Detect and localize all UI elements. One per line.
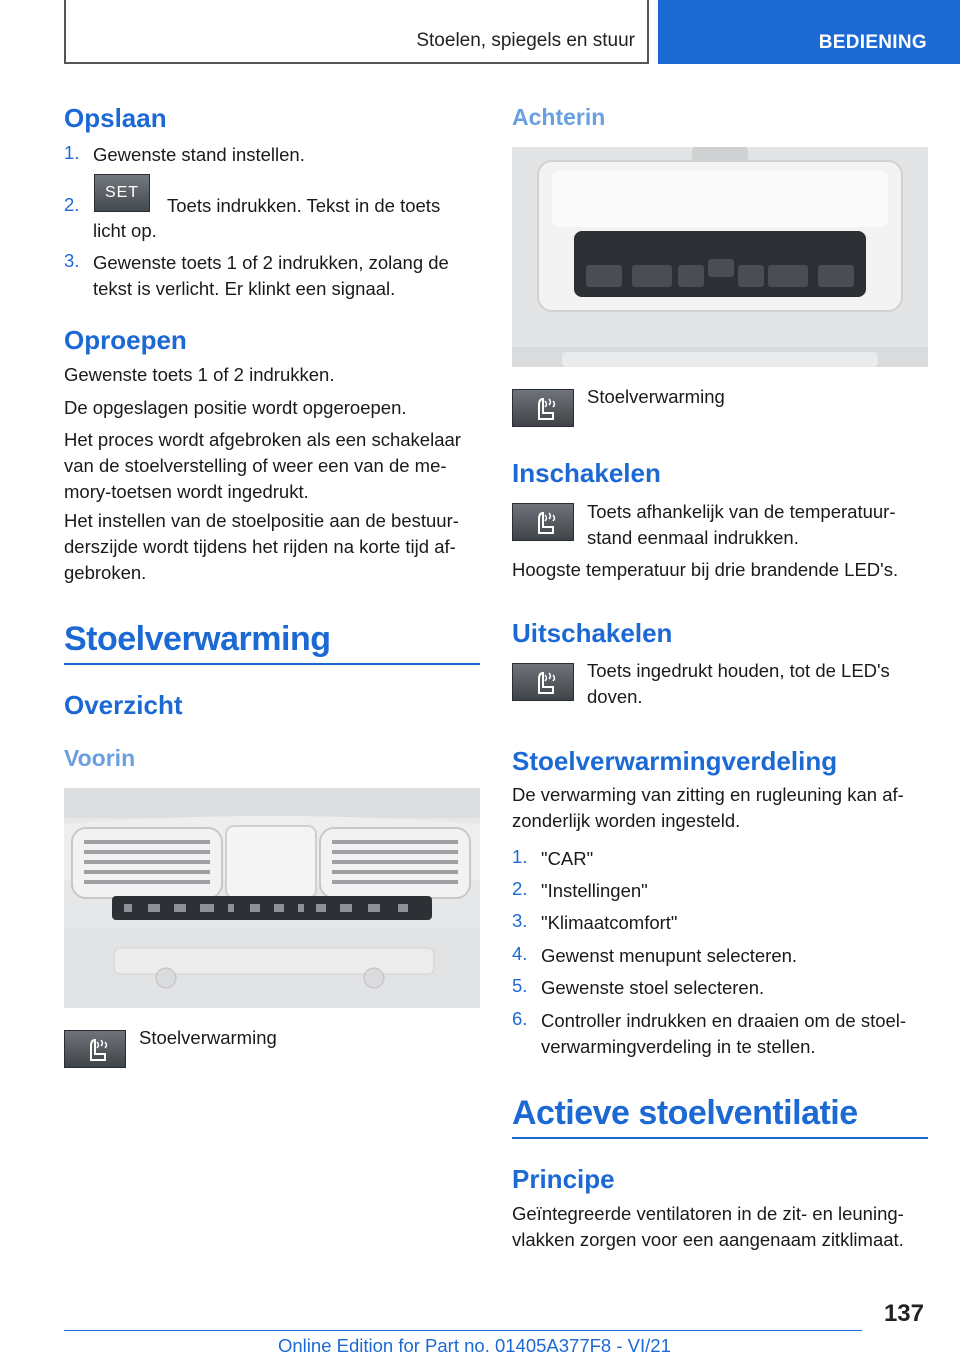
heading-rule	[512, 1137, 928, 1139]
heading-stoelverwarming: Stoelverwarming	[64, 620, 331, 658]
rear-console-illustration	[512, 147, 928, 367]
list-item: 6. Controller indrukken en draaien om de stoel‐ verwarmingverdeling in te stellen.	[512, 1008, 907, 1057]
paragraph: Hoogste temperatuur bij drie brandende LED's.	[512, 559, 899, 580]
heading-achterin: Achterin	[512, 104, 606, 130]
list-item: 5. Gewenste stoel selecteren.	[512, 975, 765, 998]
list-item: 4. Gewenst menupunt selecteren.	[512, 943, 798, 966]
paragraph: Gewenste toets 1 of 2 indrukken.	[64, 364, 335, 385]
footer-edition: Online Edition for Part no. 01405A377F8 - VI/21	[278, 1335, 671, 1356]
heading-actieve-stoelventilatie: Actieve stoelventilatie	[512, 1094, 858, 1132]
heading-inschakelen: Inschakelen	[512, 458, 661, 488]
list-item: 2. SET Toets indrukken. Tekst in de toets licht op.	[64, 174, 480, 244]
footer-rule	[64, 1330, 862, 1331]
rear-climate-panel-photo	[512, 147, 928, 367]
seat-heating-key-icon	[512, 663, 574, 701]
header-chapter-title: BEDIENING	[818, 32, 927, 53]
list-item: 2. "Instellingen"	[512, 878, 648, 901]
seat-heating-key-icon	[64, 1030, 126, 1068]
heading-oproepen: Oproepen	[64, 325, 187, 355]
icon-caption: Stoelverwarming	[139, 1027, 277, 1048]
page-number: 137	[883, 1300, 924, 1327]
icon-caption: Stoelverwarming	[587, 386, 725, 407]
header-section-tab	[64, 0, 649, 64]
list-item: 1. "CAR"	[512, 846, 594, 869]
list-item: 3. "Klimaatcomfort"	[512, 910, 678, 933]
dashboard-illustration	[64, 788, 480, 1008]
paragraph: De opgeslagen positie wordt opgeroepen.	[64, 397, 407, 418]
heading-overzicht: Overzicht	[64, 690, 183, 720]
seat-heating-key-icon	[512, 503, 574, 541]
paragraph: Het instellen van de stoelpositie aan de bestuur‐ derszijde wordt tijdens het rijden na korte tijd af‐ gebroken.	[64, 510, 459, 583]
set-button-icon: SET	[94, 174, 150, 212]
heading-voorin: Voorin	[64, 745, 136, 771]
paragraph: Toets afhankelijk van de temperatuur‐ stand eenmaal indrukken.	[587, 501, 896, 548]
list-item: 3. Gewenste toets 1 of 2 indrukken, zolang de tekst is verlicht. Er klinkt een signaal.	[64, 250, 449, 299]
paragraph: Geïntegreerde ventilatoren in de zit- en leuning‐ vlakken zorgen voor een aangenaam zitklimaat.	[512, 1203, 904, 1250]
heading-verdeling: Stoelverwarmingverdeling	[512, 746, 838, 776]
header-chapter-tab	[658, 0, 960, 64]
header-section-title: Stoelen, spiegels en stuur	[416, 30, 635, 51]
paragraph: Het proces wordt afgebroken als een schakelaar van de stoelverstelling of weer een van de me‐ mory-toetsen wordt ingedrukt.	[64, 429, 461, 502]
front-climate-panel-photo	[64, 788, 480, 1008]
paragraph: Toets ingedrukt houden, tot de LED's doven.	[587, 660, 890, 707]
heading-opslaan: Opslaan	[64, 103, 167, 133]
seat-heating-key-icon	[512, 389, 574, 427]
heading-rule	[64, 663, 480, 665]
list-item: 1. Gewenste stand instellen.	[64, 142, 305, 165]
heading-principe: Principe	[512, 1164, 615, 1194]
paragraph: De verwarming van zitting en rugleuning kan af‐ zonderlijk worden ingesteld.	[512, 784, 904, 831]
heading-uitschakelen: Uitschakelen	[512, 618, 673, 648]
